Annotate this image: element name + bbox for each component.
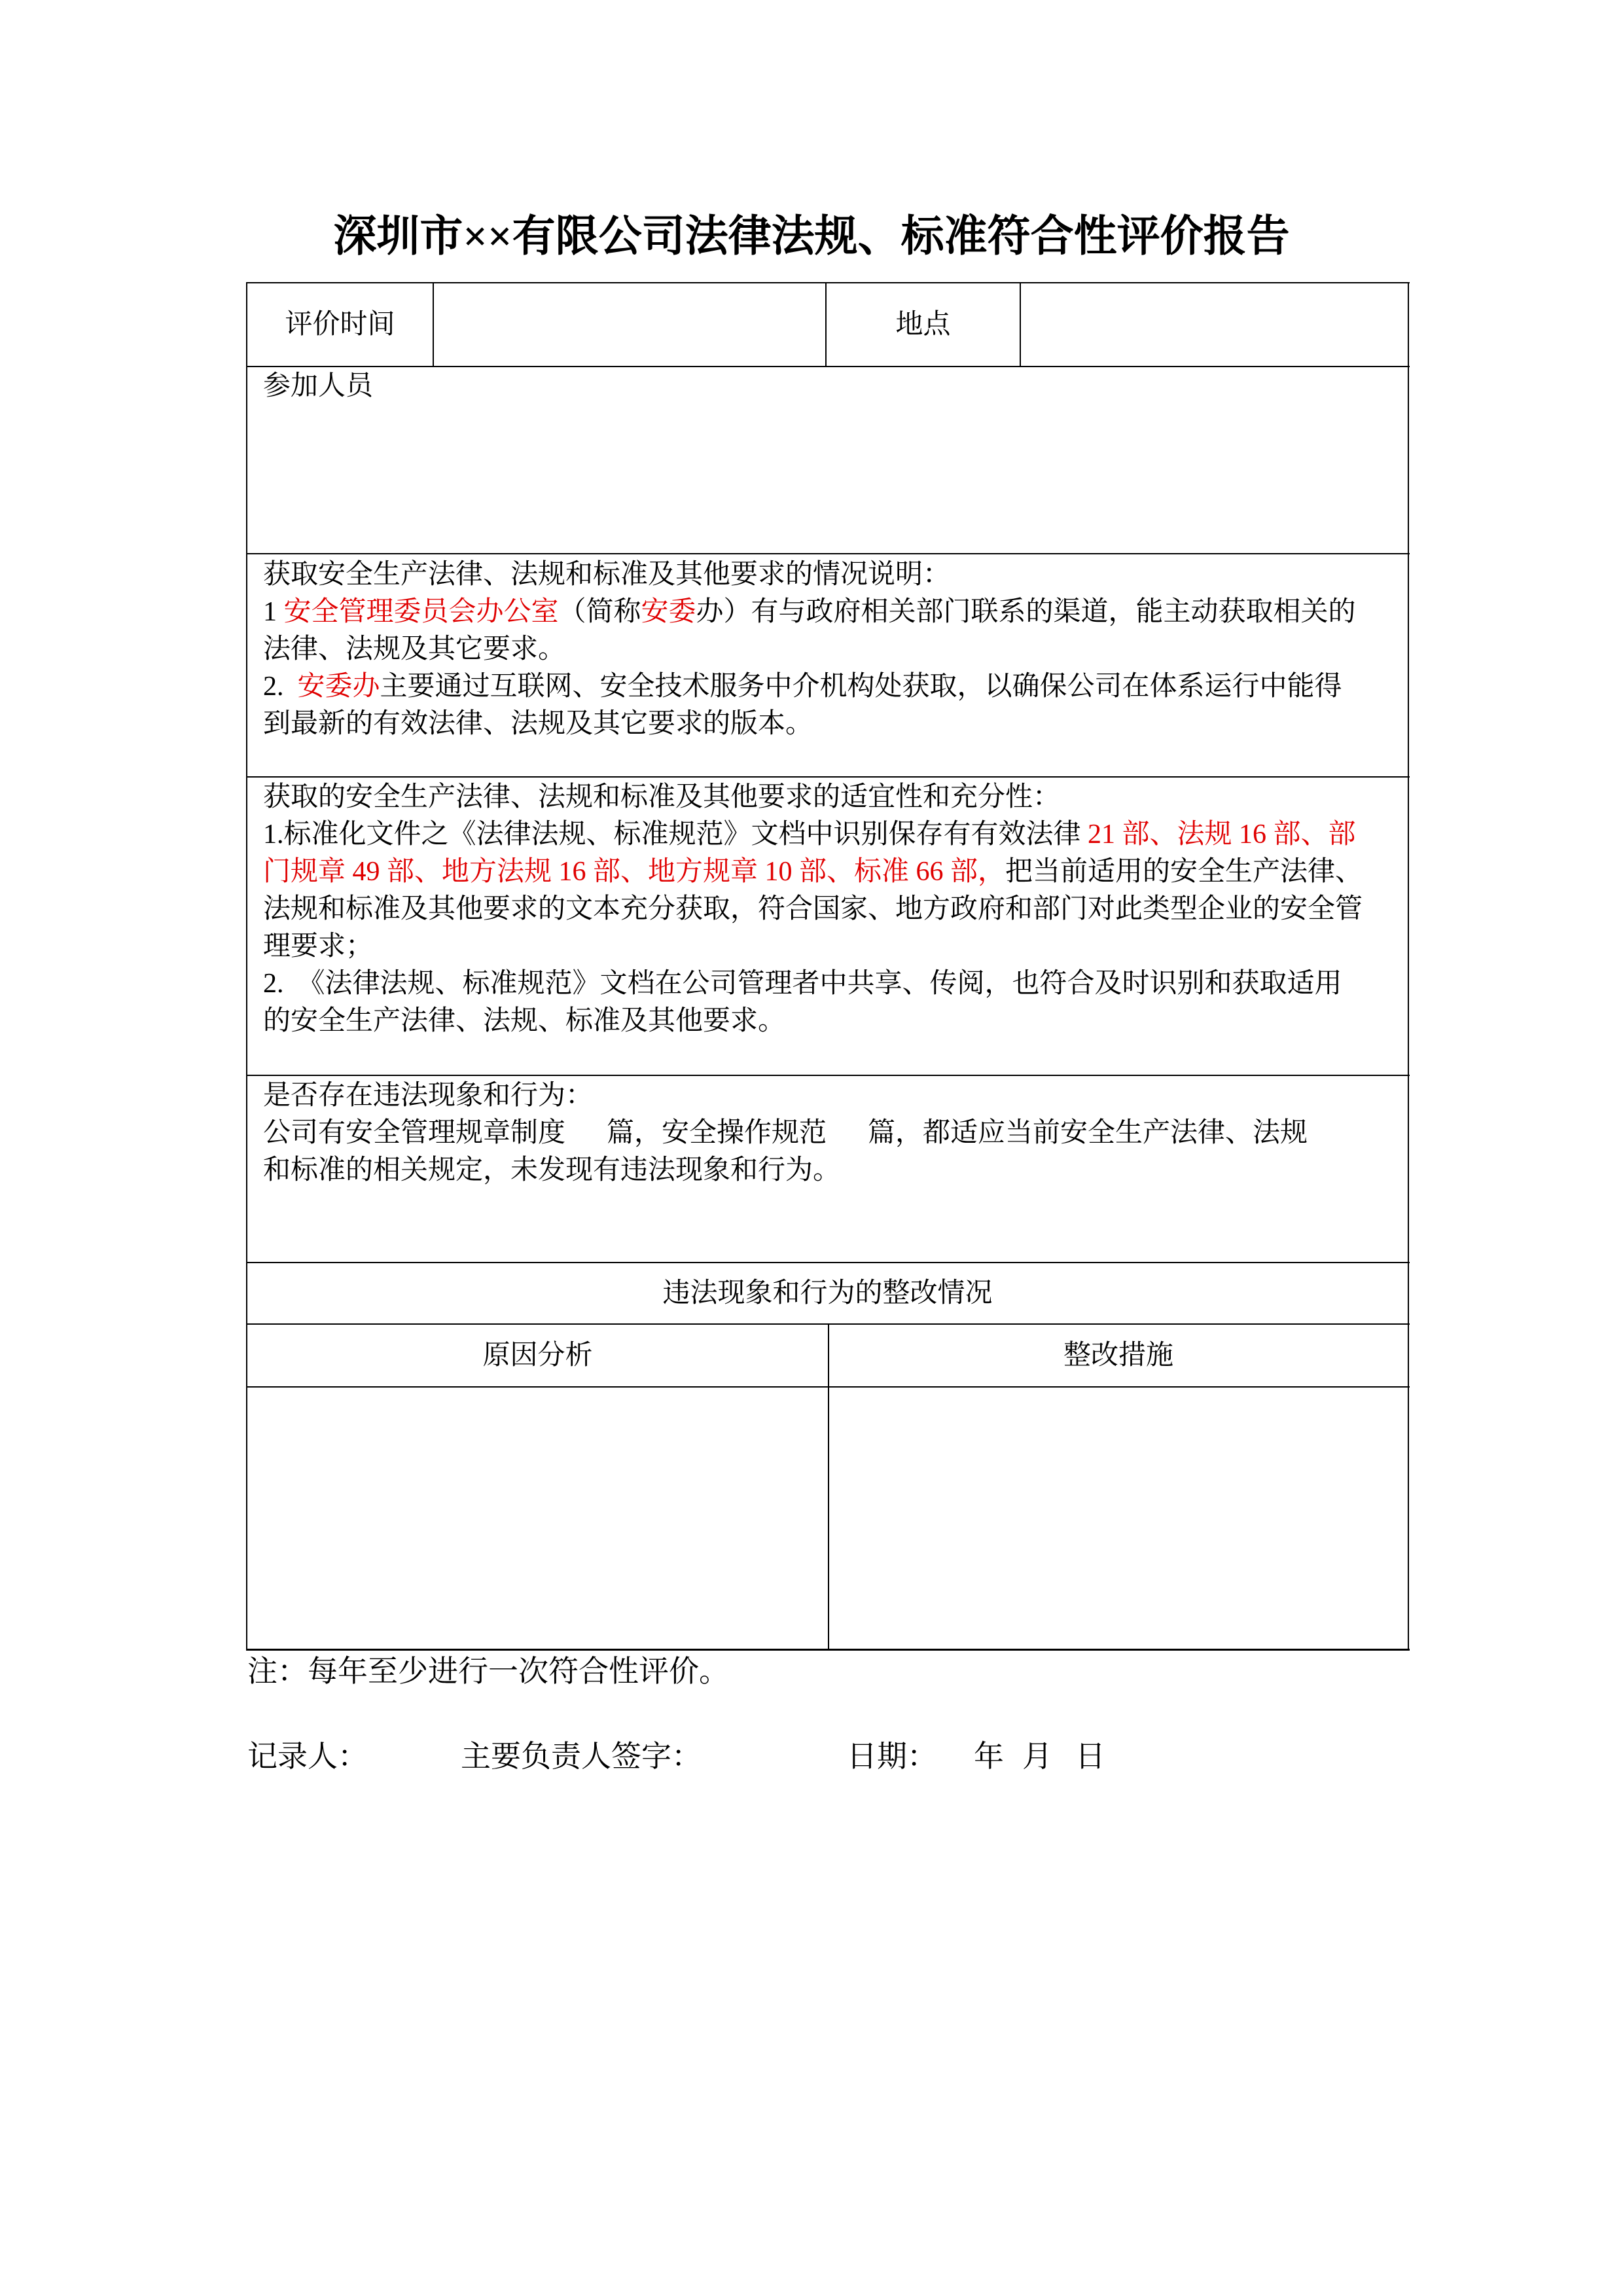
text-segment: 1.标准化文件之《法律法规、标准规范》文档中识别保存有有效法律: [263, 819, 1088, 850]
date-year: 年: [974, 1740, 1004, 1773]
highlighted-text: 安委: [641, 597, 696, 627]
text-line: [263, 631, 1402, 668]
evaluation-time-label: 评价时间: [285, 310, 395, 340]
row-divider: [246, 553, 1410, 554]
text-line: [263, 965, 1402, 1003]
location-label: 地点: [895, 310, 951, 340]
text-line: [263, 1115, 1402, 1152]
table-border-right: [1408, 282, 1409, 1651]
rectification-heading: 违法现象和行为的整改情况: [662, 1278, 993, 1308]
highlighted-text: 安全管理委员会办公室: [283, 597, 559, 627]
text-line: [263, 1003, 1402, 1040]
suitability-heading: 获取的安全生产法律、法规和标准及其他要求的适宜性和充分性：: [263, 782, 1061, 812]
text-line: [263, 928, 1402, 965]
date-day: 日: [1075, 1740, 1105, 1773]
text-segment: 的安全生产法律、法规、标准及其他要求。: [263, 1006, 786, 1036]
rectification-measures-field[interactable]: [829, 1388, 1408, 1648]
text-line: [263, 891, 1402, 928]
participants-field[interactable]: [263, 405, 1402, 536]
report-title: 深圳市××有限公司法律法规、标准符合性评价报告: [333, 213, 1290, 260]
text-segment: 法律、法规及其它要求。: [263, 634, 566, 664]
rectification-measures-label: 整改措施: [1063, 1340, 1173, 1371]
date-month: 月: [1022, 1740, 1052, 1773]
text-segment: 公司有安全管理规章制度 篇，安全操作规范 篇，都适应当前安全生产法律、法规: [263, 1118, 1308, 1148]
cause-analysis-field[interactable]: [247, 1388, 828, 1648]
text-segment: 法规和标准及其他要求的文本充分获取，符合国家、地方政府和部门对此类型企业的安全管: [263, 894, 1363, 924]
cause-analysis-label: 原因分析: [482, 1340, 593, 1371]
violations-body: [263, 1115, 1402, 1189]
acquisition-heading: 获取安全生产法律、法规和标准及其他要求的情况说明：: [263, 560, 951, 590]
text-segment: 到最新的有效法律、法规及其它要求的版本。: [263, 709, 813, 739]
acquisition-body: [263, 594, 1402, 743]
evaluation-time-field[interactable]: [434, 283, 825, 366]
suitability-body: [263, 816, 1402, 1040]
violations-section: [263, 1077, 1402, 1189]
footnote: 注：每年至少进行一次符合性评价。: [247, 1655, 729, 1688]
participants-label: 参加人员: [263, 371, 374, 401]
text-line: [263, 594, 1402, 631]
date-label: 日期：: [847, 1740, 937, 1773]
location-field[interactable]: [1021, 283, 1408, 366]
text-segment: 和标准的相关规定，未发现有违法现象和行为。: [263, 1155, 841, 1185]
text-line: [263, 816, 1402, 853]
text-line: [263, 1152, 1402, 1189]
text-line: [263, 668, 1402, 706]
highlighted-text: 21 部、法规 16 部、部: [1088, 819, 1356, 850]
text-segment: 把当前适用的安全生产法律、: [1005, 857, 1363, 887]
text-segment: 办）有与政府相关部门联系的渠道，能主动获取相关的: [696, 597, 1356, 627]
row-divider: [246, 1262, 1410, 1263]
row-divider: [246, 776, 1410, 778]
text-segment: 2.: [263, 672, 298, 702]
row-divider: [246, 1075, 1410, 1076]
row-divider: [246, 366, 1410, 367]
text-line: [263, 706, 1402, 743]
participants-section: [263, 368, 1402, 536]
leader-signature-label: 主要负责人签字：: [461, 1740, 702, 1773]
text-segment: 2. 《法律法规、标准规范》文档在公司管理者中共享、传阅，也符合及时识别和获取适用: [263, 969, 1342, 999]
acquisition-section: [263, 556, 1402, 743]
highlighted-text: 门规章 49 部、地方法规 16 部、地方规章 10 部、标准 66 部，: [263, 857, 1006, 887]
text-segment: 理要求；: [263, 931, 374, 961]
text-segment: 1: [263, 597, 284, 627]
text-segment: （简称: [558, 597, 641, 627]
text-line: [263, 853, 1402, 891]
suitability-section: [263, 779, 1402, 1040]
text-segment: 主要通过互联网、安全技术服务中介机构处获取，以确保公司在体系运行中能得: [380, 672, 1342, 702]
violations-heading: 是否存在违法现象和行为：: [263, 1081, 594, 1111]
highlighted-text: 安委办: [297, 672, 380, 702]
recorder-label: 记录人：: [247, 1740, 368, 1773]
